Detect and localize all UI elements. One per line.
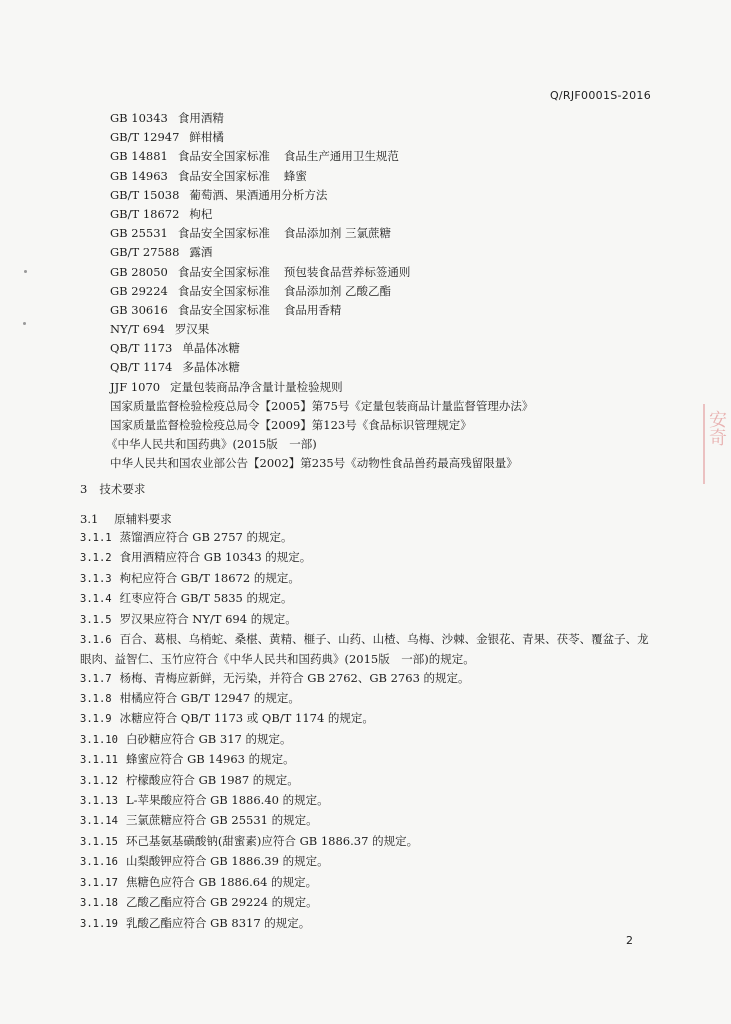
reference-code: GB 14881 — [110, 149, 168, 164]
subsection-number: 3.1 — [80, 512, 99, 526]
reference-subtitle: 食品生产通用卫生规范 — [283, 149, 399, 164]
reference-code: GB/T 27588 — [110, 245, 180, 260]
requirement-item — [80, 893, 650, 913]
item-number: 3.1.14 — [80, 815, 118, 828]
reference-item — [110, 301, 670, 320]
reference-item — [110, 109, 670, 128]
reference-item — [110, 339, 670, 358]
requirement-item — [80, 791, 650, 811]
regulation-item: 国家质量监督检验检疫总局令【2009】第123号《食品标识管理规定》 — [110, 418, 472, 432]
reference-title: 罗汉果 — [174, 322, 210, 337]
reference-code: GB/T 15038 — [110, 187, 180, 202]
item-number: 3.1.18 — [80, 897, 118, 910]
item-text: L-苹果酸应符合 GB 1886.40 的规定。 — [125, 793, 329, 808]
item-text: 焦糖色应符合 GB 1886.64 的规定。 — [125, 874, 318, 889]
reference-code: GB 14963 — [110, 168, 168, 183]
item-number: 3.1.16 — [80, 856, 118, 869]
item-number: 3.1.8 — [80, 693, 112, 706]
item-text: 罗汉果应符合 NY/T 694 的规定。 — [119, 611, 297, 626]
section-heading — [80, 481, 145, 497]
item-text: 食用酒精应符合 GB 10343 的规定。 — [119, 550, 312, 565]
item-number: 3.1.15 — [80, 835, 118, 848]
reference-title: 枸杞 — [189, 206, 213, 221]
requirement-item — [80, 569, 650, 589]
item-text: 杨梅、青梅应新鲜，无污染，并符合 GB 2762、GB 2763 的规定。 — [119, 670, 470, 685]
reference-item — [110, 224, 670, 243]
reference-title: 单晶体冰糖 — [182, 341, 240, 356]
reference-title: 多晶体冰糖 — [182, 360, 240, 375]
reference-title: 定量包装商品净含量计量检验规则 — [170, 379, 343, 394]
requirement-item — [80, 811, 650, 831]
requirement-item — [80, 709, 650, 729]
item-number: 3.1.10 — [80, 733, 118, 746]
item-number: 3.1.19 — [80, 917, 118, 930]
requirement-item — [80, 730, 650, 750]
stamp-border — [703, 404, 705, 484]
regulation-item: 《中华人民共和国药典》(2015版 一部) — [106, 437, 317, 452]
item-number: 3.1.7 — [80, 672, 112, 685]
requirement-item — [80, 750, 650, 770]
requirement-item — [80, 589, 650, 609]
reference-item — [110, 263, 670, 282]
reference-code: GB/T 12947 — [110, 130, 180, 145]
item-text: 乳酸乙酯应符合 GB 8317 的规定。 — [125, 915, 311, 930]
reference-code: QB/T 1173 — [110, 341, 173, 356]
page-number: 2 — [626, 934, 633, 947]
item-number: 3.1.1 — [80, 532, 112, 544]
item-text: 山梨酸钾应符合 GB 1886.39 的规定。 — [125, 854, 329, 869]
item-number: 3.1.17 — [80, 876, 118, 889]
requirement-item — [80, 852, 650, 872]
standard-code: Q/RJF0001S-2016 — [549, 89, 651, 102]
reference-subtitle: 食品添加剂 乙酸乙酯 — [283, 283, 392, 298]
reference-code: GB 30616 — [110, 302, 168, 317]
item-number: 3.1.12 — [80, 774, 118, 787]
item-text: 冰糖应符合 QB/T 1173 或 QB/T 1174 的规定。 — [119, 711, 374, 726]
scan-speck — [23, 322, 26, 325]
item-text: 蜂蜜应符合 GB 14963 的规定。 — [125, 752, 295, 767]
reference-code: GB 29224 — [110, 283, 168, 298]
subsection-title: 原辅料要求 — [114, 512, 172, 526]
reference-title: 食品安全国家标准 — [177, 226, 270, 241]
reference-list — [106, 109, 670, 474]
requirement-item — [80, 873, 650, 893]
stamp-text: 安奇 — [706, 410, 727, 446]
item-number: 3.1.11 — [80, 754, 118, 767]
item-number: 3.1.9 — [80, 713, 112, 726]
reference-code: NY/T 694 — [110, 322, 165, 337]
item-text: 白砂糖应符合 GB 317 的规定。 — [125, 731, 292, 746]
reference-item — [110, 320, 670, 339]
reference-item — [110, 243, 670, 262]
item-number: 3.1.5 — [80, 613, 112, 626]
seal-stamp-fragment — [701, 404, 727, 484]
section-title: 技术要求 — [99, 482, 146, 496]
section-number: 3 — [80, 482, 88, 496]
subsection-heading — [80, 511, 172, 527]
regulation-item: 中华人民共和国农业部公告【2002】第235号《动物性食品兽药最高残留限量》 — [110, 456, 518, 471]
item-text: 柠檬酸应符合 GB 1987 的规定。 — [125, 772, 299, 787]
requirement-list — [80, 528, 650, 934]
reference-item — [110, 147, 670, 166]
reference-subtitle: 食品用香精 — [283, 302, 342, 317]
item-text: 蒸馏酒应符合 GB 2757 的规定。 — [119, 530, 293, 544]
reference-subtitle: 预包装食品营养标签通则 — [283, 264, 411, 279]
reference-subtitle: 蜂蜜 — [283, 168, 307, 183]
reference-title: 食品安全国家标准 — [177, 264, 270, 279]
reference-title: 食用酒精 — [177, 111, 224, 125]
reference-subtitle: 食品添加剂 三氯蔗糖 — [283, 226, 392, 241]
requirement-item — [80, 528, 650, 548]
reference-title: 葡萄酒、果酒通用分析方法 — [189, 187, 328, 202]
item-text: 枸杞应符合 GB/T 18672 的规定。 — [119, 570, 300, 585]
requirement-item — [80, 689, 650, 709]
reference-item — [110, 358, 670, 377]
reference-item — [110, 128, 670, 147]
reference-item — [110, 167, 670, 186]
requirement-item — [80, 771, 650, 791]
reference-item — [110, 378, 670, 397]
scan-speck — [24, 270, 27, 273]
reference-title: 食品安全国家标准 — [177, 283, 270, 298]
reference-item — [110, 186, 670, 205]
reference-code: GB 25531 — [110, 226, 168, 241]
reference-code: GB 10343 — [110, 111, 168, 125]
requirement-item — [80, 669, 650, 689]
requirement-item — [80, 548, 650, 568]
reference-code: JJF 1070 — [110, 379, 161, 394]
reference-title: 食品安全国家标准 — [177, 302, 270, 317]
item-number: 3.1.6 — [80, 634, 112, 647]
reference-title: 食品安全国家标准 — [177, 149, 270, 164]
item-text: 三氯蔗糖应符合 GB 25531 的规定。 — [125, 813, 318, 828]
reference-item — [110, 205, 670, 224]
item-number: 3.1.2 — [80, 552, 112, 565]
requirement-item — [80, 914, 650, 934]
reference-code: GB 28050 — [110, 264, 168, 279]
item-number: 3.1.4 — [80, 593, 112, 606]
reference-title: 鲜柑橘 — [189, 130, 224, 145]
item-text: 红枣应符合 GB/T 5835 的规定。 — [119, 591, 293, 606]
reference-code: GB/T 18672 — [110, 206, 180, 221]
requirement-item — [80, 610, 650, 630]
item-number: 3.1.3 — [80, 572, 112, 585]
item-text: 百合、葛根、乌梢蛇、桑椹、黄精、榧子、山药、山楂、乌梅、沙棘、金银花、青果、茯苓、覆盆子、龙眼肉、益智仁、玉竹应符合《中华人民共和国药典》(2015版 一部)的规定。 — [80, 632, 649, 666]
item-text: 柑橘应符合 GB/T 12947 的规定。 — [119, 691, 300, 706]
requirement-item — [80, 630, 650, 669]
item-text: 环己基氨基磺酸钠(甜蜜素)应符合 GB 1886.37 的规定。 — [125, 833, 419, 848]
requirement-item — [80, 832, 650, 852]
reference-title: 露酒 — [189, 245, 213, 260]
reference-title: 食品安全国家标准 — [177, 168, 270, 183]
item-text: 乙酸乙酯应符合 GB 29224 的规定。 — [125, 895, 318, 910]
regulation-item: 国家质量监督检验检疫总局令【2005】第75号《定量包装商品计量监督管理办法》 — [110, 398, 534, 413]
reference-item — [110, 282, 670, 301]
reference-code: QB/T 1174 — [110, 360, 173, 375]
item-number: 3.1.13 — [80, 795, 118, 808]
